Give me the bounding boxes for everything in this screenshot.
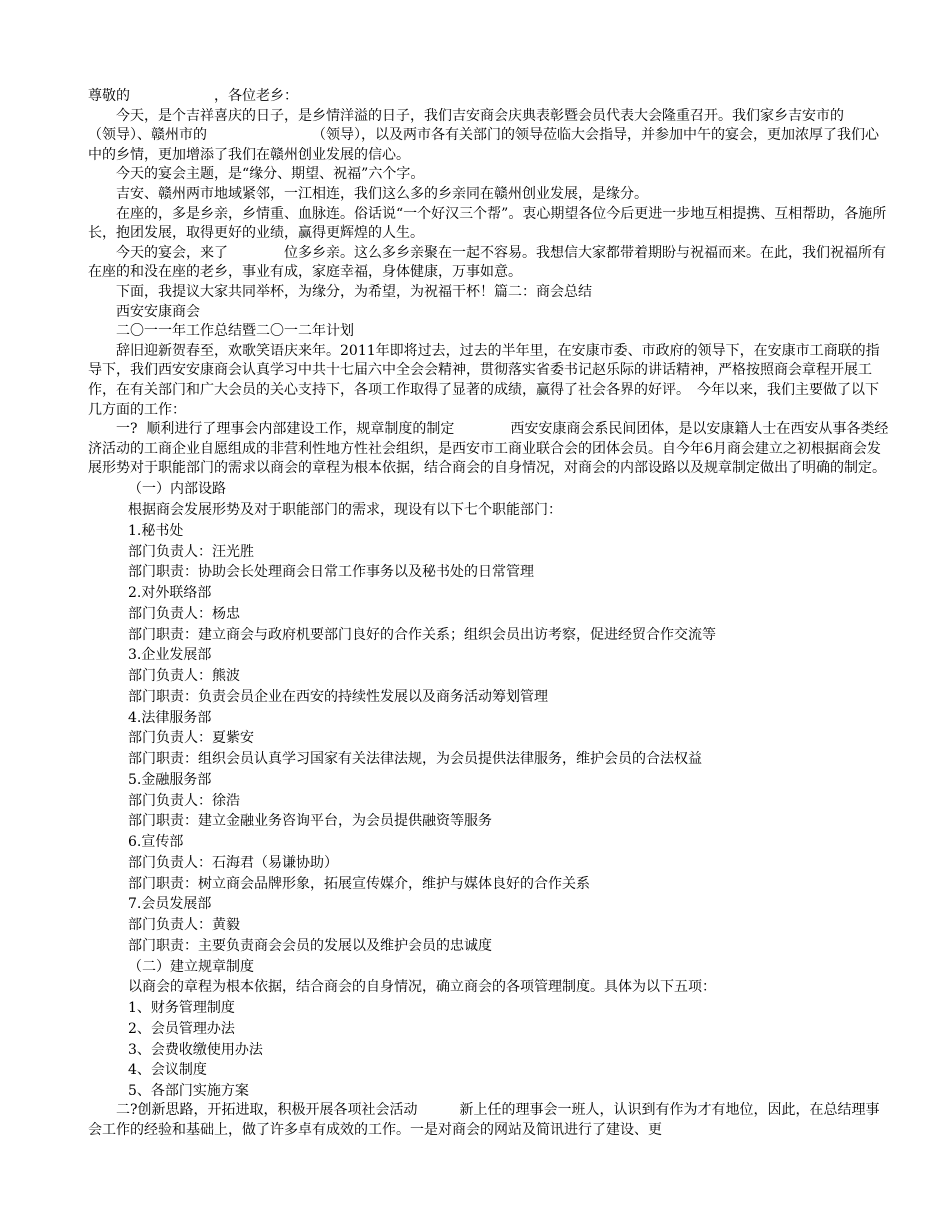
salutation: 尊敬的 ，各位老乡： — [88, 88, 298, 104]
list-line: 部门负责人：夏紫安 — [128, 730, 254, 747]
list-line: 部门职责：协助会长处理商会日常工作事务以及秘书处的日常管理 — [128, 564, 534, 581]
list-line: 部门负责人：黄毅 — [128, 917, 240, 934]
list-line: 部门职责：主要负责商会会员的发展以及维护会员的忠诚度 — [128, 937, 492, 954]
list-line: 6.宣传部 — [128, 834, 184, 851]
paragraph: 吉安、赣州两市地域紧邻，一江相连，我们这么多的乡亲同在赣州创业发展，是缘分。 — [116, 185, 648, 202]
list-line: 部门职责：负责会员企业在西安的持续性发展以及商务活动筹划管理 — [128, 688, 548, 705]
list-line: 根据商会发展形势及对于职能部门的需求，现设有以下七个职能部门： — [128, 502, 562, 519]
list-line: 部门负责人：熊波 — [128, 668, 240, 685]
department-list — [88, 479, 890, 1101]
paragraph: 辞旧迎新贺春至，欢歌笑语庆来年。2011年即将过去，过去的半年里，在安康市委、市政府的领导下，在安康市工商联的指导下，我们西安安康商会认真学习中共十七届六中全会会精神，贯彻落实省委书记赵乐际的讲话精神，严格按照商会章程开展工作，在有关部门和广大会员的关心支持下，各项工作取得了显著的成绩，赢得了社会各界的好评。 今年以来，我们主要做了以下几方面的工作： — [88, 342, 880, 418]
list-line: 5、各部门实施方案 — [128, 1083, 249, 1100]
list-line: 3.企业发展部 — [128, 647, 212, 664]
paragraph: 今天的宴会，来了 位多乡亲。这么多乡亲聚在一起不容易。我想信大家都带着期盼与祝福而来。在此，我们祝福所有在座的和没在座的老乡，事业有成，家庭幸福，身体健康，万事如意。 — [88, 244, 886, 281]
list-line: 5.金融服务部 — [128, 771, 212, 788]
list-line: 2、会员管理办法 — [128, 1020, 235, 1037]
list-line: 部门职责：树立商会品牌形象，拓展宣传媒介，维护与媒体良好的合作关系 — [128, 875, 590, 892]
list-line: 以商会的章程为根本依据，结合商会的自身情况，确立商会的各项管理制度。具体为以下五项： — [128, 979, 716, 996]
list-line: （二）建立规章制度 — [128, 958, 254, 975]
list-line: 4.法律服务部 — [128, 709, 212, 726]
list-line: 部门负责人：徐浩 — [128, 792, 240, 809]
list-line: 部门职责：建立商会与政府机要部门良好的合作关系；组织会员出访考察，促进经贸合作交流等 — [128, 626, 716, 643]
section-heading: 二〇一一年工作总结暨二〇一二年计划 — [116, 323, 354, 340]
list-line: 3、会费收缴使用办法 — [128, 1041, 263, 1058]
paragraph: 今天的宴会主题，是“缘分、期望、祝福”六个字。 — [116, 166, 425, 183]
paragraph: 今天，是个吉祥喜庆的日子，是乡情洋溢的日子，我们吉安商会庆典表彰暨会员代表大会隆重召开。我们家乡吉安市的 （领导）、赣州市的 （领导），以及两市各有关部门的领导莅临大会指导，并参加中午的宴会，更加浓厚了我们心中的乡情，更加增添了我们在赣州创业发展的信心。 — [88, 107, 914, 163]
list-line: 部门负责人：石海君（易谦协助） — [128, 854, 338, 871]
list-line: 部门职责：建立金融业务咨询平台，为会员提供融资等服务 — [128, 813, 492, 830]
list-line: 4、会议制度 — [128, 1062, 207, 1079]
paragraph: 在座的，多是乡亲，乡情重、血脉连。俗话说“一个好汉三个帮”。衷心期望各位今后更进一步地互相提携、互相帮助，各施所长，抱团发展，取得更好的业绩，赢得更辉煌的人生。 — [88, 205, 887, 242]
list-line: 部门负责人：汪光胜 — [128, 543, 254, 560]
paragraph: 下面，我提议大家共同举杯，为缘分，为希望，为祝福干杯！篇二：商会总结 — [116, 283, 592, 300]
list-line: 7.会员发展部 — [128, 896, 212, 913]
list-line: （一）内部设路 — [128, 481, 226, 498]
list-line: 部门职责：组织会员认真学习国家有关法律法规，为会员提供法律服务，维护会员的合法权益 — [128, 751, 702, 768]
list-line: 部门负责人：杨忠 — [128, 605, 240, 622]
section-heading: 西安安康商会 — [116, 303, 200, 320]
list-line: 1、财务管理制度 — [128, 1000, 235, 1017]
paragraph: 二?创新思路，开拓进取，积极开展各项社会活动 新上任的理事会一班人，认识到有作为才有地位，因此，在总结理事会工作的经验和基础上，做了许多卓有成效的工作。一是对商会的网站及简讯进行了建设、更 — [88, 1102, 880, 1138]
list-line: 1.秘书处 — [128, 522, 184, 539]
list-line: 2.对外联络部 — [128, 585, 212, 602]
paragraph: 一? 顺利进行了理事会内部建设工作，规章制度的制定 西安安康商会系民间团体，是以安康籍人士在西安从事各类经济活动的工商企业自愿组成的非营利性地方性社会组织，是西安市工商业联合会的团体会员。自今年6月商会建立之初根据商会发展形势对于职能部门的需求以商会的章程为根本依据，结合商会的自身情况，对商会的内部设路以及规章制定做出了明确的制定。 — [88, 421, 889, 477]
